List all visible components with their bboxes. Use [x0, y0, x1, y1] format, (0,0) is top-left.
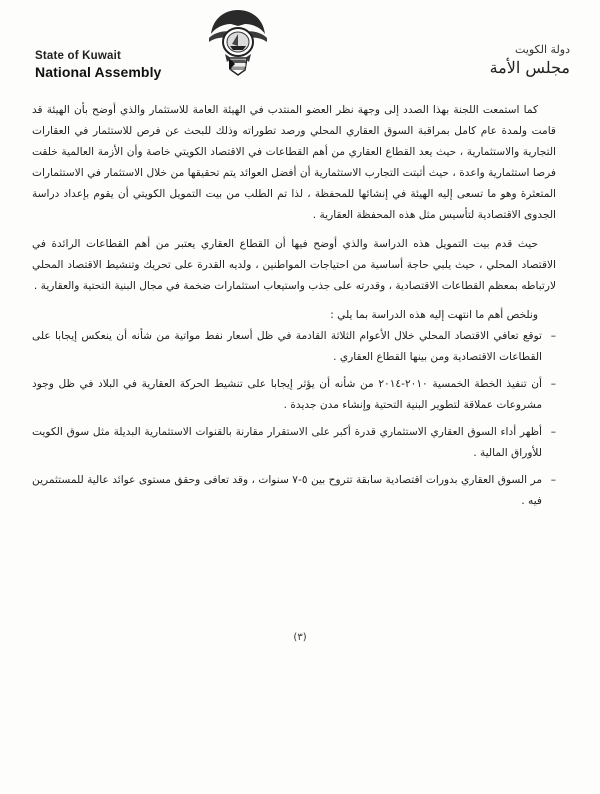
page-number: (٣)	[293, 632, 307, 643]
study-findings-list	[32, 326, 556, 512]
header-arabic	[430, 43, 570, 77]
document-body	[32, 100, 556, 518]
list-item: – أظهر أداء السوق العقاري الاستثماري قدرة أكبر على الاستقرار مقارنة بالقنوات الاستثمارية البديلة مثل سوق الكويت للأوراق المالية .	[32, 422, 556, 464]
national-assembly-label: National Assembly	[35, 64, 162, 80]
paragraph-finance-house-study: حيث قدم بيت التمويل هذه الدراسة والذي أوضح فيها أن القطاع العقاري يعتبر من أهم القطاعات الرائدة في الاقتصاد المحلي ، حيث يلبي حاجة أساسية من احتياجات المواطنين ، ولديه القدرة على تحريك وتنشيط الاقتصاد المحلي لارتباطه بمعظم القطاعات الاقتصادية ، وقدرته على جذب واستيعاب استثمارات ضخمة في مجال البنية التحتية والعقارية .	[32, 238, 556, 292]
list-item: – توقع تعافي الاقتصاد المحلي خلال الأعوام الثلاثة القادمة في ظل أسعار نفط مواتية من شأنه أن ينعكس إيجابا على القطاعات الاقتصادية ومن بينها القطاع العقاري .	[32, 326, 556, 368]
national-assembly-arabic-label: مجلس الأمة	[489, 58, 570, 77]
state-of-kuwait-label: State of Kuwait	[35, 50, 122, 62]
list-item: – مر السوق العقاري بدورات اقتصادية سابقة تتروح بين ٥-٧ سنوات ، وقد تعافى وحقق مستوى عوائد عالية للمستثمرين فيه .	[32, 470, 556, 512]
paragraph-committee-hearing: كما استمعت اللجنة بهذا الصدد إلى وجهة نظر العضو المنتدب في الهيئة العامة للاستثمار والذي أوضح بأن الهيئة قد قامت ولمدة عام كامل بمراقبة السوق العقاري المحلي ورصد تطوراته وذلك للبحث عن فرص للاستثمار في العقارات التجارية والاستثمارية ، حيث يعد القطاع العقاري من أهم القطاعات في الاقتصاد الكويتي خاصة وأن الأزمة العالمية خلقت فرصا استثمارية واعدة ، حيث أثبتت التجارب الاستثمارية أن أفضل العوائد يتم تحقيقها من خلال الاستثمار في الاستثمارات المتعثرة وهو ما تسعى إليه الهيئة في إنشائها للمحفظة ، لذا تم الطلب من بيت التمويل الكويتي أن يقوم بإعداد دراسة الجدوى الاقتصادية لتأسيس مثل هذه المحفظة العقارية .	[32, 104, 556, 221]
study-summary-intro: ونلخص أهم ما انتهت إليه هذه الدراسة بما يلي :	[330, 309, 538, 321]
state-of-kuwait-arabic-label: دولة الكويت	[515, 43, 570, 56]
list-item: – أن تنفيذ الخطة الخمسية ٢٠١٠-٢٠١٤ من شأنه أن يؤثر إيجابا على تنشيط الحركة العقارية في البلاد في ظل وجود مشروعات عملاقة لتطوير البنية التحتية وإنشاء مدن جديدة .	[32, 374, 556, 416]
header-english	[35, 50, 185, 80]
kuwait-emblem-icon	[205, 4, 271, 78]
